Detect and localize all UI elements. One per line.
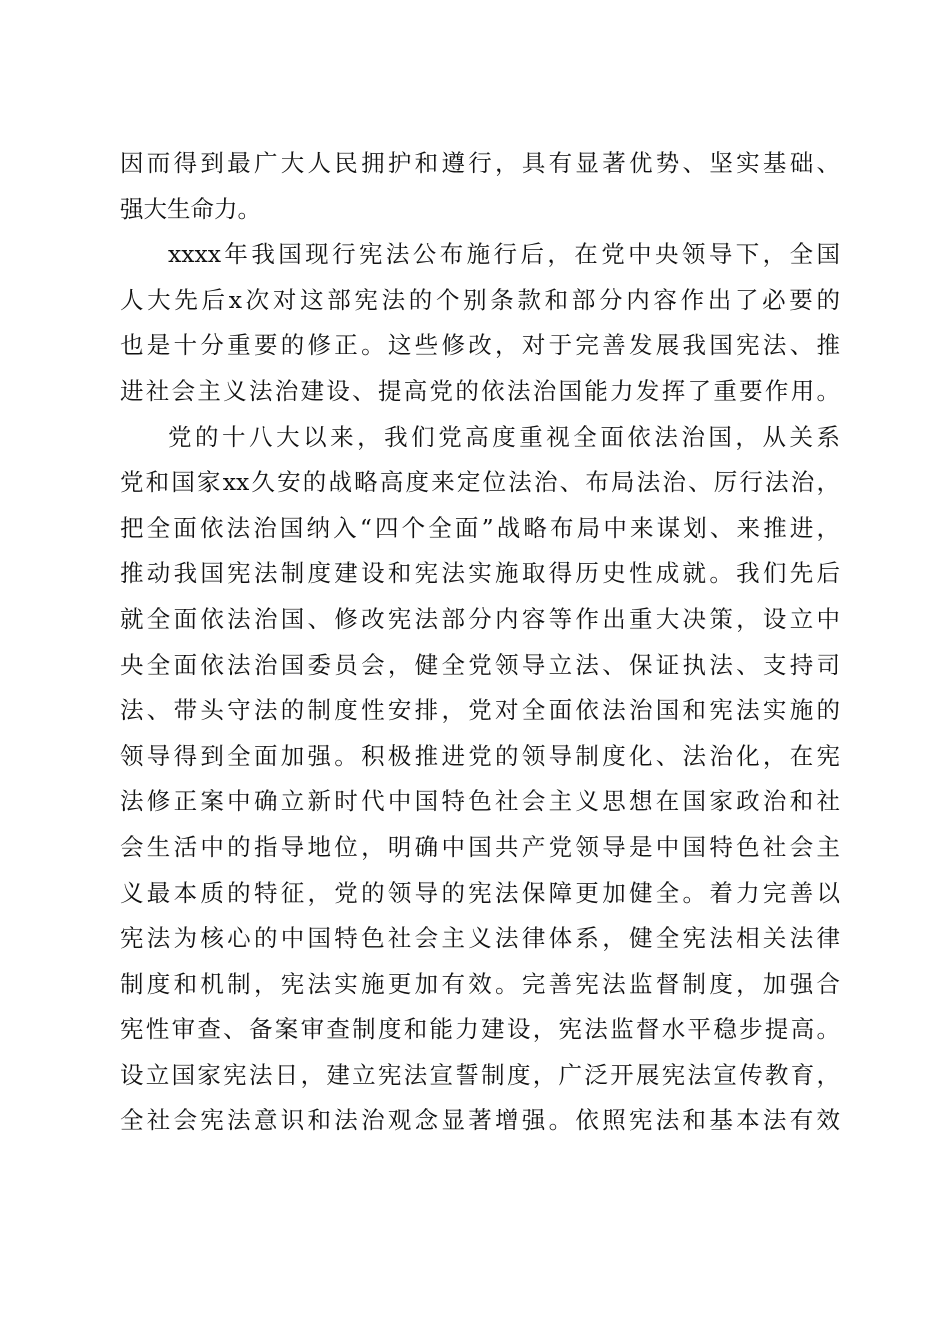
paragraph-start-line: 党的十八大以来，我们党高度重视全面依法治国，从关系: [168, 422, 840, 451]
text-line: 因而得到最广大人民拥护和遵行，具有显著优势、坚实基础、: [120, 149, 840, 177]
text-line: 宪性审查、备案审查制度和能力建设，宪法监督水平稳步提高。: [120, 1015, 840, 1044]
text-line: 宪法为核心的中国特色社会主义法律体系，健全宪法相关法律: [120, 924, 840, 953]
text-line: 设立国家宪法日，建立宪法宣誓制度，广泛开展宪法宣传教育，: [120, 1060, 840, 1089]
text-line: 推动我国宪法制度建设和宪法实施取得历史性成就。我们先后: [120, 559, 840, 588]
text-line: 领导得到全面加强。积极推进党的领导制度化、法治化，在宪: [120, 741, 840, 770]
paragraph-start-line: xxxx年我国现行宪法公布施行后，在党中央领导下，全国: [168, 240, 840, 269]
text-line: 法、带头守法的制度性安排，党对全面依法治国和宪法实施的: [120, 696, 840, 725]
body-text: [120, 141, 840, 1144]
text-line: 把全面依法治国纳入“四个全面”战略布局中来谋划、来推进，: [120, 513, 840, 542]
text-line: 央全面依法治国委员会，健全党领导立法、保证执法、支持司: [120, 650, 840, 679]
text-line: 全社会宪法意识和法治观念显著增强。依照宪法和基本法有效: [120, 1106, 840, 1135]
text-line: 人大先后x次对这部宪法的个别条款和部分内容作出了必要的: [120, 285, 840, 314]
text-line: 党和国家xx久安的战略高度来定位法治、布局法治、厉行法治，: [120, 468, 840, 497]
paragraph-end-line: 进社会主义法治建设、提高党的依法治国能力发挥了重要作用。: [120, 376, 840, 405]
paragraph-end-line: 强大生命力。: [120, 194, 261, 223]
text-line: 法修正案中确立新时代中国特色社会主义思想在国家政治和社: [120, 787, 840, 816]
text-line: 也是十分重要的修正。这些修改，对于完善发展我国宪法、推: [120, 331, 840, 360]
text-line: 就全面依法治国、修改宪法部分内容等作出重大决策，设立中: [120, 604, 840, 633]
text-line: 义最本质的特征，党的领导的宪法保障更加健全。着力完善以: [120, 878, 840, 907]
text-line: 会生活中的指导地位，明确中国共产党领导是中国特色社会主: [120, 832, 840, 861]
text-line: 制度和机制，宪法实施更加有效。完善宪法监督制度，加强合: [120, 969, 840, 998]
